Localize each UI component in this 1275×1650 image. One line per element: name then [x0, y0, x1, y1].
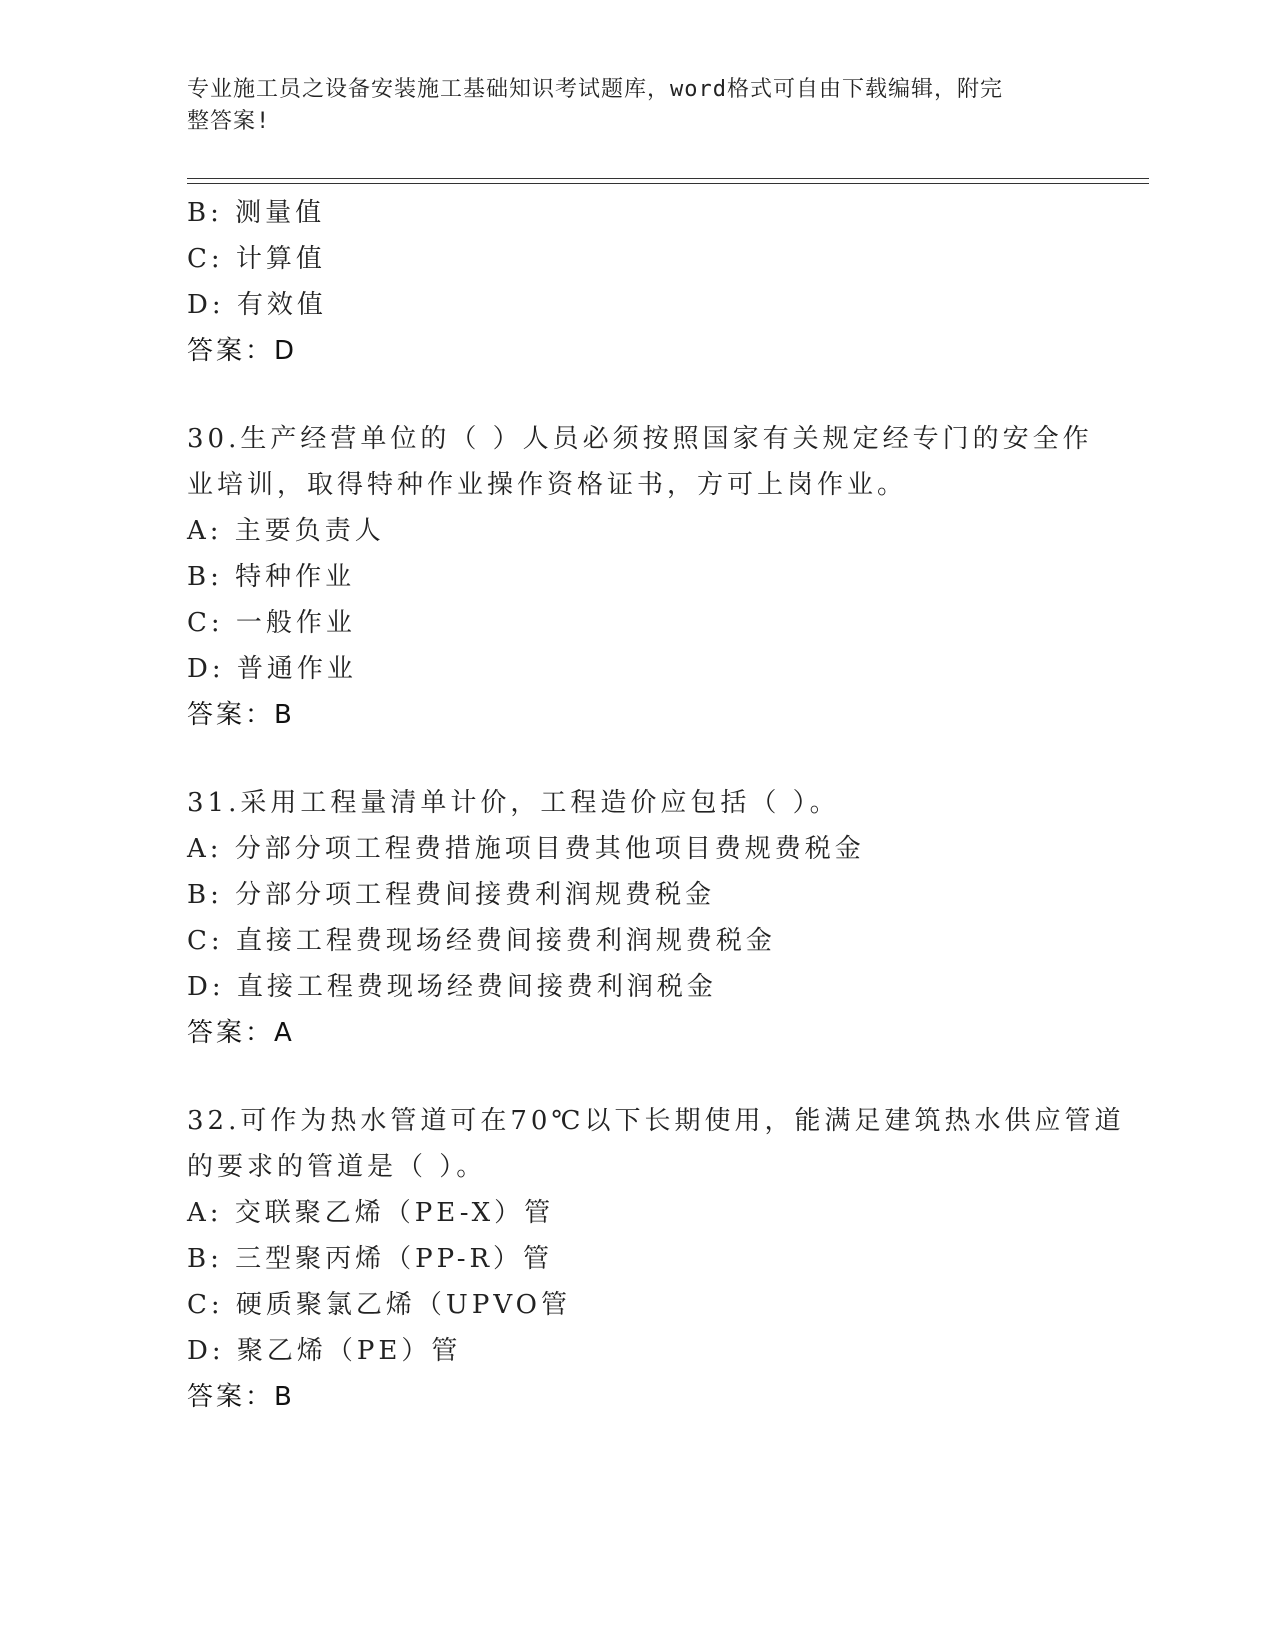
answer-line: 答案：B [187, 1382, 295, 1412]
option-b: B: 测量值 [187, 198, 326, 228]
question-stem-line: 业培训，取得特种作业操作资格证书，方可上岗作业。 [187, 470, 908, 500]
option-b: B: 三型聚丙烯（PP-R）管 [187, 1244, 554, 1274]
question-stem-line: 30.生产经营单位的（ ）人员必须按照国家有关规定经专门的安全作 [187, 424, 1093, 454]
option-c: C: 一般作业 [187, 608, 356, 638]
option-c: C: 直接工程费现场经费间接费利润规费税金 [187, 926, 776, 956]
option-d: D: 直接工程费现场经费间接费利润税金 [187, 972, 717, 1002]
option-b: B: 特种作业 [187, 562, 356, 592]
answer-line: 答案：D [187, 336, 298, 366]
header-line-1: 专业施工员之设备安装施工基础知识考试题库，word格式可自由下载编辑，附完 [187, 77, 1003, 102]
question-block-32 [187, 1098, 1147, 1420]
option-b: B: 分部分项工程费间接费利润规费税金 [187, 880, 716, 910]
question-stem-line: 32.可作为热水管道可在70℃以下长期使用，能满足建筑热水供应管道 [187, 1106, 1125, 1136]
option-d: D: 聚乙烯（PE）管 [187, 1336, 462, 1366]
question-block-30 [187, 416, 1147, 738]
question-block-31 [187, 780, 1147, 1056]
question-stem-line: 31.采用工程量清单计价，工程造价应包括（ ）。 [187, 788, 840, 818]
answer-line: 答案：A [187, 1018, 295, 1048]
answer-line: 答案：B [187, 700, 295, 730]
spacer [187, 738, 1147, 780]
question-list [187, 190, 1147, 1420]
option-d: D: 有效值 [187, 290, 327, 320]
document-header [187, 74, 1067, 138]
option-d: D: 普通作业 [187, 654, 357, 684]
option-c: C: 硬质聚氯乙烯（UPVO管 [187, 1290, 571, 1320]
option-a: A: 分部分项工程费措施项目费其他项目费规费税金 [187, 834, 865, 864]
header-line-2: 整答案! [187, 109, 271, 134]
spacer [187, 374, 1147, 416]
option-a: A: 主要负责人 [187, 516, 385, 546]
option-a: A: 交联聚乙烯（PE-X）管 [187, 1198, 555, 1228]
question-stem-line: 的要求的管道是（ ）。 [187, 1152, 487, 1182]
option-c: C: 计算值 [187, 244, 326, 274]
header-divider-top [187, 178, 1149, 179]
question-block-29 [187, 190, 1147, 374]
header-divider-bottom [187, 183, 1149, 184]
spacer [187, 1056, 1147, 1098]
